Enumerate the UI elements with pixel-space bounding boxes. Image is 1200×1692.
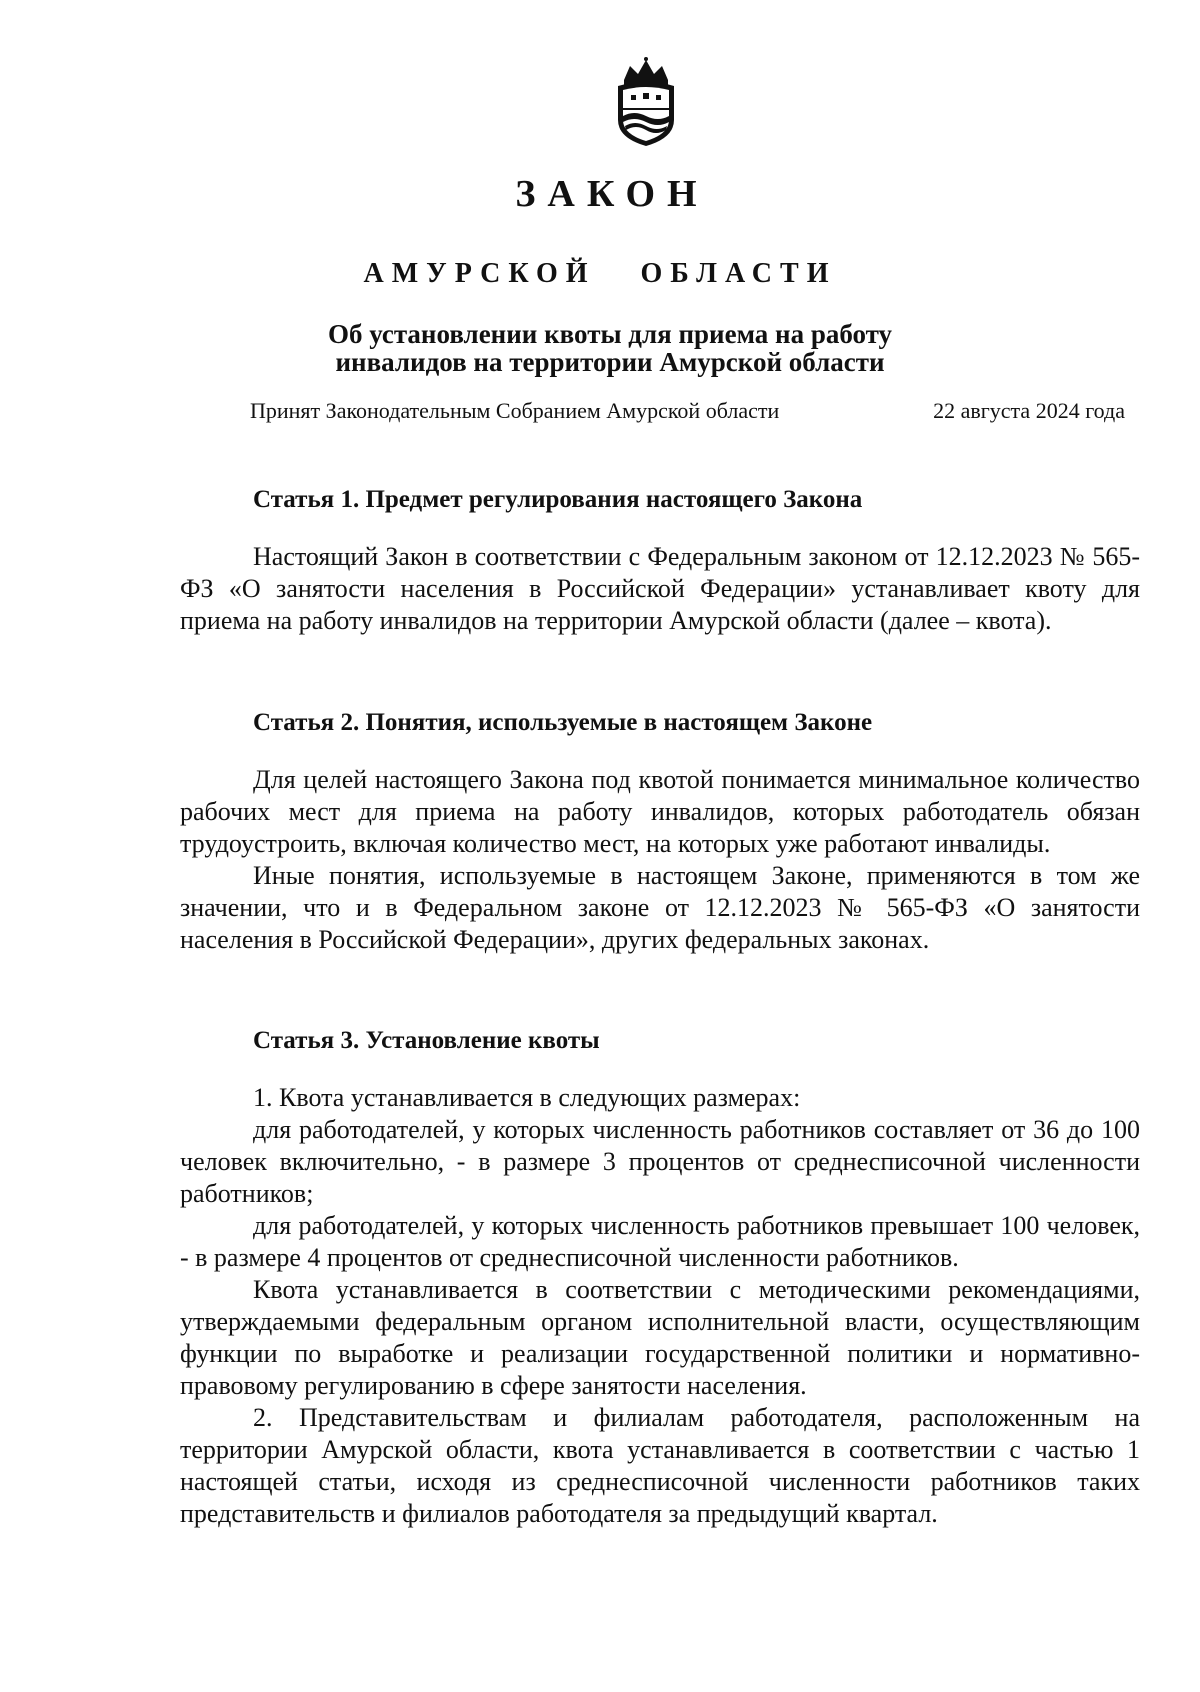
- law-subject-line2: инвалидов на территории Амурской области: [335, 347, 885, 377]
- article-paragraph: Для целей настоящего Закона под квотой понимается минимальное количество рабочих мест для приема на работу инвалидов, которых работодатель обязан трудоустроить, включая количество мест, на которых уже работают инвалиды.: [180, 765, 1140, 858]
- adopted-date: 22 августа 2024 года: [933, 398, 1125, 423]
- article-paragraph: 2. Представительствам и филиалам работодателя, расположенным на территории Амурской области, квота устанавливается в соответствии с частью 1 настоящей статьи, исходя из среднесписочной численности работников таких представительств и филиалов работодателя за предыдущий квартал.: [180, 1403, 1140, 1528]
- adopted-by: Принят Законодательным Собранием Амурской области: [250, 398, 780, 423]
- region-name: АМУРСКОЙ ОБЛАСТИ: [363, 258, 837, 289]
- law-subject-line1: Об установлении квоты для приема на работу: [327, 319, 893, 349]
- article-heading: Статья 2. Понятия, используемые в настоящем Законе: [253, 709, 873, 736]
- article-3: [180, 1026, 1140, 1530]
- article-paragraph: Иные понятия, используемые в настоящем Законе, применяются в том же значении, что и в Федеральном законе от 12.12.2023 № 565-ФЗ «О занятости населения в Российской Федерации», других федеральных законах.: [180, 861, 1140, 954]
- law-title: ЗАКОН: [515, 173, 709, 215]
- article-1: [180, 485, 1140, 637]
- article-2: [180, 708, 1140, 956]
- article-paragraph: 1. Квота устанавливается в следующих размерах:: [253, 1083, 801, 1112]
- coat-of-arms-icon: [610, 56, 682, 148]
- article-heading: Статья 1. Предмет регулирования настоящего Закона: [253, 486, 863, 513]
- article-paragraph: Квота устанавливается в соответствии с методическими рекомендациями, утверждаемыми федеральным органом исполнительной власти, осуществляющим функции по выработке и реализации государственной политики и нормативно-правовому регулированию в сфере занятости населения.: [180, 1275, 1140, 1400]
- article-paragraph: для работодателей, у которых численность работников превышает 100 человек, - в размере 4 процентов от среднесписочной численности работников.: [180, 1211, 1140, 1272]
- article-heading: Статья 3. Установление квоты: [253, 1027, 600, 1054]
- article-paragraph: Настоящий Закон в соответствии с Федеральным законом от 12.12.2023 № 565-ФЗ «О занятости населения в Российской Федерации» устанавливает квоту для приема на работу инвалидов на территории Амурской области (далее – квота).: [180, 542, 1140, 635]
- law-subject: [300, 320, 920, 376]
- article-paragraph: для работодателей, у которых численность работников составляет от 36 до 100 человек включительно, - в размере 3 процентов от среднесписочной численности работников;: [180, 1115, 1140, 1208]
